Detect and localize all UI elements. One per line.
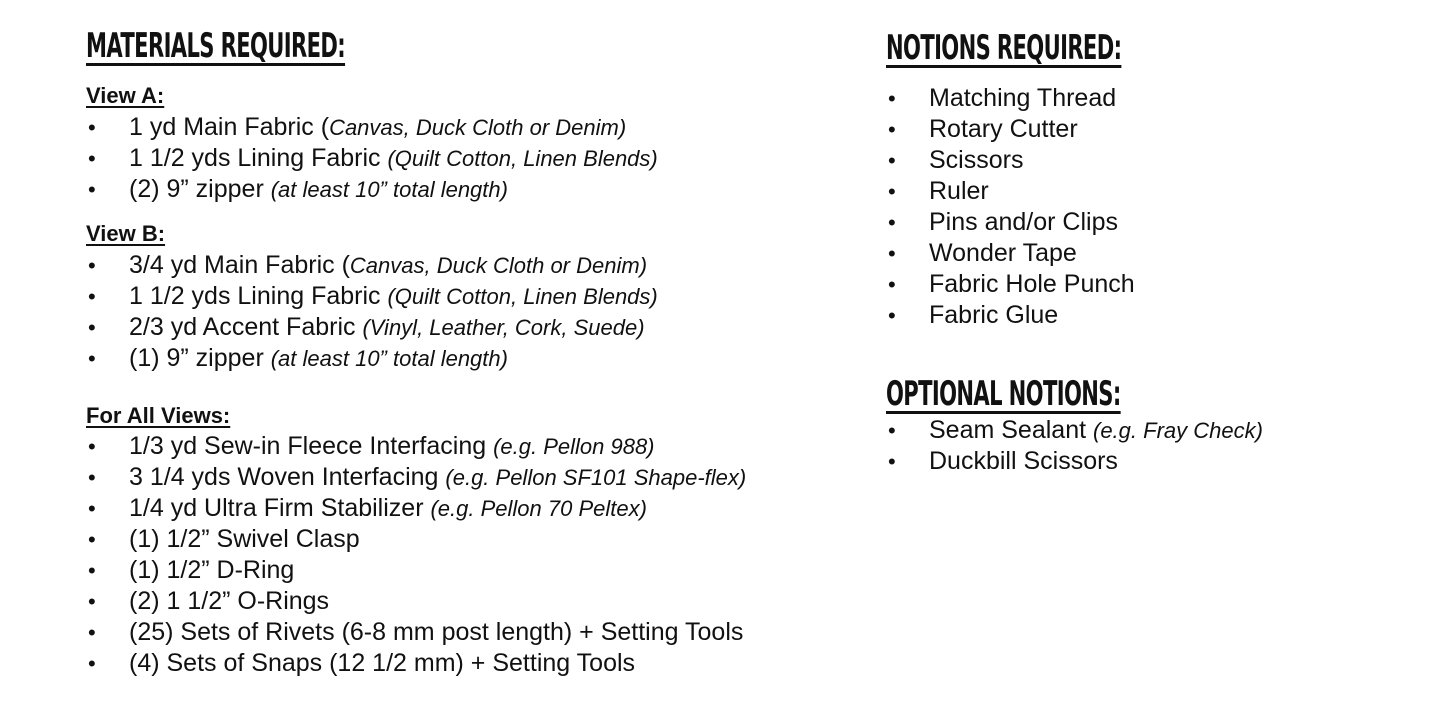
item-text: (25) Sets of Rivets (6-8 mm post length) + Setting Tools: [129, 618, 744, 646]
item-text: (2) 9” zipper: [129, 175, 271, 203]
view-b-title: View B:: [86, 221, 166, 246]
item-note: (Quilt Cotton, Linen Blends): [387, 146, 658, 171]
all-views-title: For All Views:: [86, 403, 231, 428]
item-text: Seam Sealant: [929, 416, 1093, 444]
item-note: (e.g. Fray Check): [1093, 418, 1263, 443]
list-item: [86, 281, 658, 312]
list-item: [886, 415, 1263, 446]
item-text: Fabric Hole Punch: [929, 270, 1135, 298]
item-text: (1) 1/2” D-Ring: [129, 556, 295, 584]
item-text: Ruler: [929, 177, 989, 205]
list-item: [86, 555, 746, 586]
list-item: [86, 431, 746, 462]
list-item: [86, 174, 658, 205]
item-text: Pins and/or Clips: [929, 208, 1118, 236]
list-item: [86, 250, 658, 281]
list-item: [86, 143, 658, 174]
list-item: [886, 446, 1263, 477]
item-text: Scissors: [929, 146, 1024, 174]
list-item: [86, 524, 746, 555]
item-note: (at least 10” total length): [270, 346, 508, 371]
item-text: 3 1/4 yds Woven Interfacing: [129, 463, 446, 491]
list-item: [886, 207, 1135, 238]
item-text: 1 1/2 yds Lining Fabric: [129, 282, 388, 310]
item-text: (1) 9” zipper: [129, 344, 271, 372]
list-item: [86, 586, 746, 617]
optional-notions-heading: OPTIONAL NOTIONS:: [886, 374, 1121, 414]
item-text: 1/4 yd Ultra Firm Stabilizer: [129, 494, 431, 522]
item-text: Wonder Tape: [929, 239, 1077, 267]
notions-list: [886, 83, 1135, 331]
list-item: [86, 312, 658, 343]
item-text: (2) 1 1/2” O-Rings: [129, 587, 330, 615]
list-item: [86, 343, 658, 374]
view-a-list: [86, 112, 658, 205]
item-text: (4) Sets of Snaps (12 1/2 mm) + Setting Tools: [129, 649, 636, 677]
list-item: [86, 493, 746, 524]
item-note: (e.g. Pellon 70 Peltex): [430, 496, 647, 521]
item-note: Canvas, Duck Cloth or Denim): [329, 115, 627, 140]
item-text: 1 yd Main Fabric (: [129, 113, 330, 141]
view-b-list: [86, 250, 658, 374]
item-text: 2/3 yd Accent Fabric: [129, 313, 363, 341]
item-text: 1/3 yd Sew-in Fleece Interfacing: [129, 432, 494, 460]
list-item: [86, 648, 746, 679]
item-text: Matching Thread: [929, 84, 1117, 112]
list-item: [886, 83, 1135, 114]
item-note: Canvas, Duck Cloth or Denim): [349, 253, 648, 278]
item-note: (at least 10” total length): [270, 177, 508, 202]
list-item: [886, 114, 1135, 145]
list-item: [86, 112, 658, 143]
list-item: [86, 462, 746, 493]
item-text: Fabric Glue: [929, 301, 1059, 329]
item-text: Duckbill Scissors: [929, 447, 1118, 475]
item-note: (Vinyl, Leather, Cork, Suede): [362, 315, 645, 340]
list-item: [886, 145, 1135, 176]
list-item: [886, 176, 1135, 207]
item-text: Rotary Cutter: [929, 115, 1078, 143]
list-item: [86, 617, 746, 648]
item-text: 1 1/2 yds Lining Fabric: [129, 144, 388, 172]
optional-notions-list: [886, 415, 1263, 477]
item-text: (1) 1/2” Swivel Clasp: [129, 525, 360, 553]
list-item: [886, 300, 1135, 331]
all-views-list: [86, 431, 746, 679]
item-note: (e.g. Pellon SF101 Shape-flex): [445, 465, 747, 490]
notions-heading: NOTIONS REQUIRED:: [886, 28, 1122, 68]
list-item: [886, 269, 1135, 300]
item-text: 3/4 yd Main Fabric (: [129, 251, 350, 279]
list-item: [886, 238, 1135, 269]
item-note: (e.g. Pellon 988): [493, 434, 655, 459]
view-a-title: View A:: [86, 83, 165, 108]
materials-heading: MATERIALS REQUIRED:: [86, 26, 346, 66]
item-note: (Quilt Cotton, Linen Blends): [387, 284, 658, 309]
